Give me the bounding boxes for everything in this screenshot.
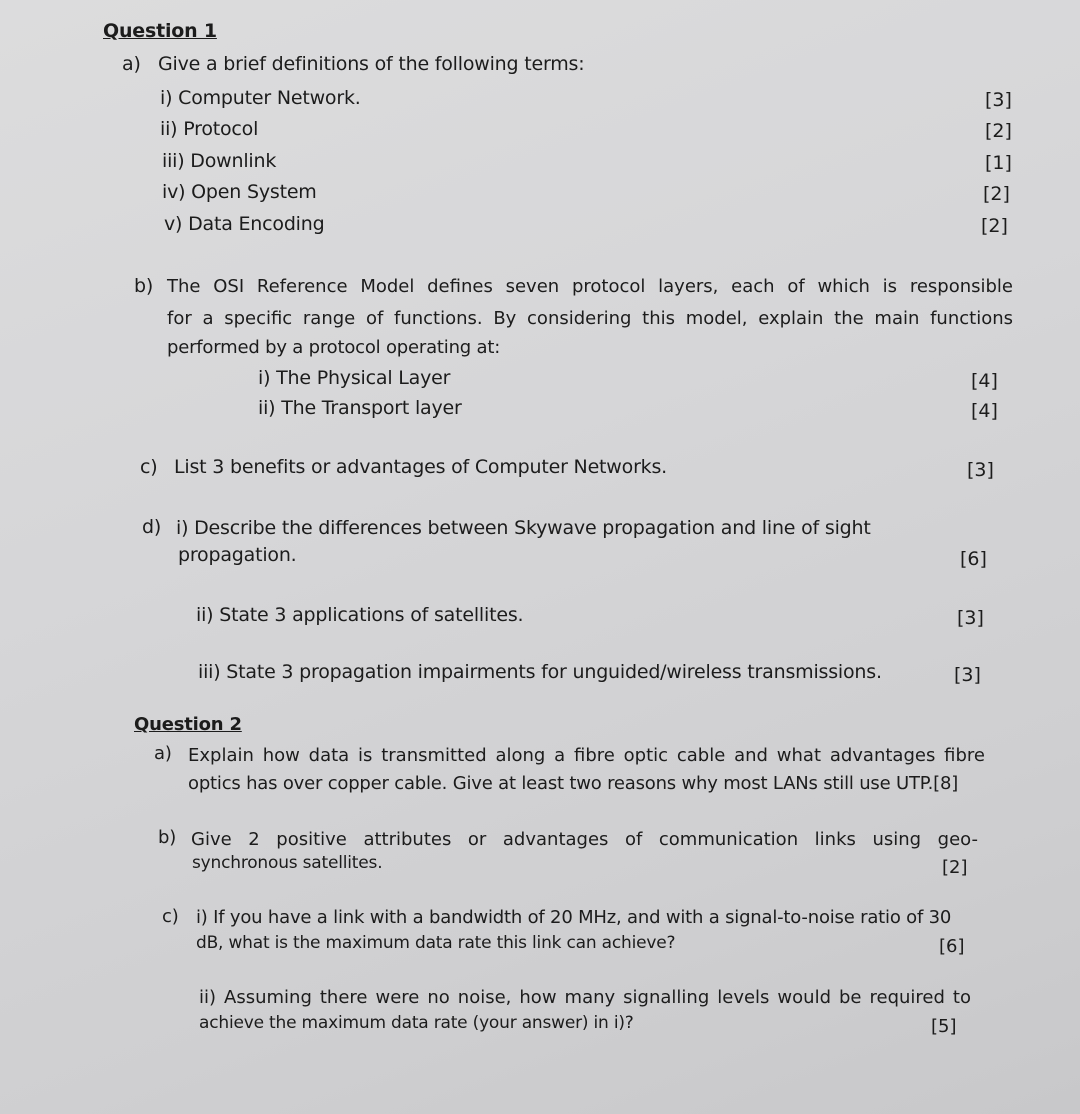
q2b-marks: [2] [942,857,968,878]
q1d-ii-marks: [3] [957,607,984,629]
q2b-line-2: synchronous satellites. [192,853,383,873]
q2c-i-line-2: dB, what is the maximum data rate this link can achieve? [196,933,676,953]
q1b-line-1: The OSI Reference Model defines seven protocol layers, each of which is responsible [167,276,1013,297]
q1b-item-2: ii) The Transport layer [258,397,462,419]
question-2-title: Question 2 [134,714,242,735]
q1d-i-marks: [6] [960,548,987,570]
q1a-item-2-marks: [2] [985,120,1012,142]
q2a-label: a) [154,743,172,764]
q1a-item-5-marks: [2] [981,215,1008,237]
q2c-ii-line-1: ii) Assuming there were no noise, how many signalling levels would be required to [199,987,971,1008]
q2c-label: c) [162,906,179,927]
q1b-item-2-marks: [4] [971,400,998,422]
q1d-i-line-2: propagation. [178,544,297,566]
q1a-item-3: iii) Downlink [162,150,277,172]
q1d-iii-text: iii) State 3 propagation impairments for unguided/wireless transmissions. [198,661,882,683]
q1a-item-5: v) Data Encoding [164,213,325,235]
q1b-item-1: i) The Physical Layer [258,367,451,389]
q1a-item-2: ii) Protocol [160,118,259,140]
q1d-ii-text: ii) State 3 applications of satellites. [196,604,524,626]
q1b-item-1-marks: [4] [971,370,998,392]
q1a-item-3-marks: [1] [985,152,1012,174]
q2c-i-line-1: i) If you have a link with a bandwidth of 20 MHz, and with a signal-to-noise ratio of 30 [196,907,952,928]
q1d-label: d) [142,516,162,538]
q1c-marks: [3] [967,459,994,481]
q2c-i-marks: [6] [939,936,965,957]
question-1-title: Question 1 [103,20,217,42]
q1b-label: b) [134,275,154,297]
q2c-ii-line-2: achieve the maximum data rate (your answer) in i)? [199,1013,634,1033]
q1a-item-4: iv) Open System [162,181,317,203]
q2a-line-1: Explain how data is transmitted along a fibre optic cable and what advantages fibre [188,745,985,766]
q1d-i-line-1: i) Describe the differences between Skywave propagation and line of sight [176,517,871,539]
q1b-line-3: performed by a protocol operating at: [167,337,501,358]
q1a-item-1: i) Computer Network. [160,87,361,109]
q1b-line-2: for a specific range of functions. By considering this model, explain the main functions [167,308,1013,329]
q1a-label: a) [122,53,141,75]
q2a-line-2: optics has over copper cable. Give at least two reasons why most LANs still use UTP.[8] [188,773,959,794]
q1c-text: List 3 benefits or advantages of Computer Networks. [174,456,668,478]
q1a-item-4-marks: [2] [983,183,1010,205]
q1c-label: c) [140,456,158,478]
q1d-iii-marks: [3] [954,664,981,686]
q2b-label: b) [158,827,177,848]
q2c-ii-marks: [5] [931,1016,957,1037]
q1a-text: Give a brief definitions of the following terms: [158,53,585,75]
q1a-item-1-marks: [3] [985,89,1012,111]
q2b-line-1: Give 2 positive attributes or advantages of communication links using geo- [191,829,978,850]
